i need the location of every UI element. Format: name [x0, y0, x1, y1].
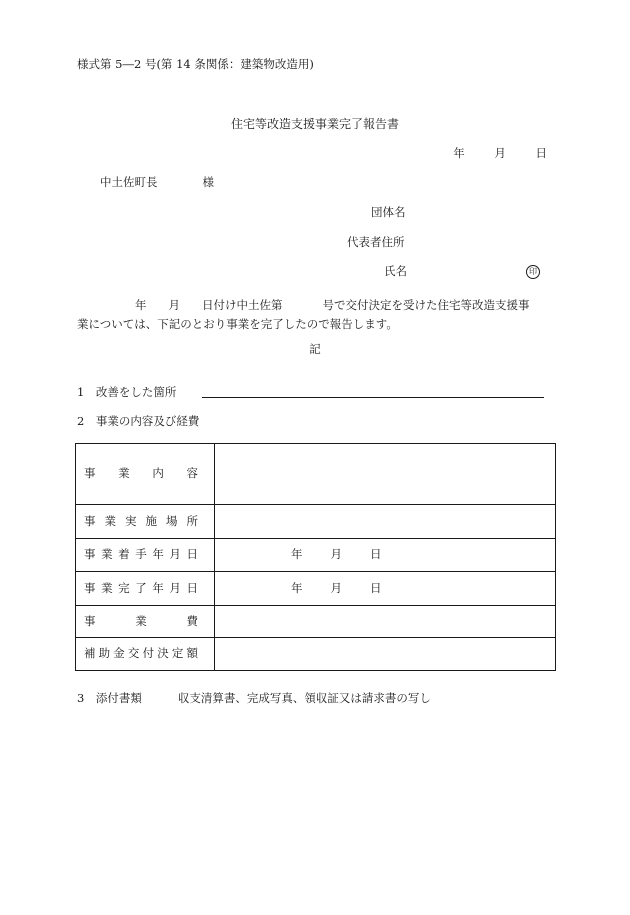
- label-char: 業: [135, 613, 147, 628]
- label-char: 金: [113, 646, 125, 661]
- label-char: 事: [84, 547, 96, 562]
- date-year: 年: [291, 547, 303, 562]
- label-char: 交: [127, 646, 140, 661]
- date-year: 年: [291, 580, 303, 595]
- table-row: [76, 505, 556, 539]
- report-body: [77, 296, 557, 334]
- improvement-location-line: [202, 397, 544, 398]
- section-3-label: 3 添付書類: [77, 691, 142, 705]
- addressee-honorific: 様: [202, 175, 214, 189]
- label-char: 容: [186, 466, 198, 481]
- row-label-text: [84, 468, 198, 480]
- rep-address-label: 代表者住所: [347, 235, 405, 249]
- label-char: 完: [118, 580, 130, 595]
- label-char: 了: [135, 580, 147, 595]
- row-label: [76, 606, 215, 638]
- label-char: 定: [171, 646, 184, 661]
- row-label-text: [84, 549, 198, 561]
- table-row: [76, 444, 556, 505]
- section-1-label: 1 改善をした箇所: [77, 385, 177, 399]
- body-year: 年: [135, 298, 147, 312]
- label-char: 事: [84, 513, 96, 528]
- org-name-label: 団体名: [371, 205, 406, 219]
- label-char: 費: [186, 613, 198, 628]
- row-label: [76, 539, 215, 572]
- label-char: 事: [84, 466, 96, 481]
- ki-heading: 記: [309, 342, 321, 356]
- row-label: [76, 572, 215, 606]
- date-day: 日: [370, 580, 382, 595]
- row-label-text: [84, 580, 198, 595]
- row-value[interactable]: [215, 444, 556, 505]
- date-day: 日: [370, 547, 382, 562]
- row-value[interactable]: [215, 606, 556, 638]
- row-value[interactable]: [215, 572, 556, 606]
- attached-documents: 収支清算書、完成写真、領収証又は請求書の写し: [177, 691, 431, 705]
- row-value[interactable]: [215, 505, 556, 539]
- label-char: 年: [152, 547, 164, 562]
- label-char: 日: [186, 580, 198, 595]
- body-day-suffix: 日付け中土佐第: [202, 298, 283, 312]
- label-char: 業: [104, 513, 116, 528]
- label-char: 額: [186, 646, 198, 661]
- addressee: [100, 177, 214, 189]
- table-row: [76, 539, 556, 572]
- label-char: 業: [101, 547, 113, 562]
- section-2-label: 2 事業の内容及び経費: [77, 414, 200, 428]
- label-char: 日: [186, 547, 198, 562]
- addressee-name: 中土佐町長: [100, 175, 158, 189]
- row-label: [76, 505, 215, 539]
- date-day: 日: [535, 146, 547, 160]
- rep-name-label: 氏名: [384, 264, 407, 278]
- label-char: 場: [166, 513, 178, 528]
- date-year: 年: [453, 146, 465, 160]
- label-char: 業: [101, 580, 113, 595]
- label-char: 事: [84, 613, 96, 628]
- table-row: [76, 572, 556, 606]
- date-month: 月: [330, 547, 342, 562]
- label-char: 助: [98, 646, 111, 661]
- label-char: 着: [118, 547, 130, 562]
- date-month: 月: [494, 146, 506, 160]
- label-char: 月: [169, 580, 181, 595]
- body-line-2: 業については、下記のとおり事業を完了したので報告します。: [77, 317, 398, 331]
- report-date: [427, 148, 547, 160]
- label-char: 実: [125, 513, 137, 528]
- row-label-text: [84, 613, 198, 628]
- section-3: [77, 693, 431, 705]
- label-char: 補: [84, 646, 96, 661]
- project-details-table: [75, 443, 556, 671]
- seal-mark: 印: [526, 265, 540, 279]
- table-row: [76, 638, 556, 671]
- body-num-suffix: 号で交付決定を受けた住宅等改造支援事: [322, 298, 530, 312]
- label-char: 事: [84, 580, 96, 595]
- label-char: 施: [145, 513, 157, 528]
- row-label-text: [84, 513, 198, 528]
- label-char: 所: [186, 513, 198, 528]
- row-label: [76, 444, 215, 505]
- row-value[interactable]: [215, 539, 556, 572]
- row-value[interactable]: [215, 638, 556, 671]
- body-month: 月: [168, 298, 180, 312]
- date-month: 月: [330, 580, 342, 595]
- document-title: 住宅等改造支援事業完了報告書: [230, 117, 399, 131]
- row-label-text: [84, 648, 198, 660]
- label-char: 手: [135, 547, 147, 562]
- label-char: 年: [152, 580, 164, 595]
- form-code: 様式第 5―2 号(第 14 条関係：建築物改造用): [77, 57, 314, 71]
- table-row: [76, 606, 556, 638]
- body-line-1: [77, 296, 557, 315]
- label-char: 内: [152, 466, 164, 481]
- row-label: [76, 638, 215, 671]
- label-char: 付: [142, 646, 155, 661]
- label-char: 業: [118, 466, 130, 481]
- label-char: 月: [169, 547, 181, 562]
- label-char: 決: [157, 646, 169, 661]
